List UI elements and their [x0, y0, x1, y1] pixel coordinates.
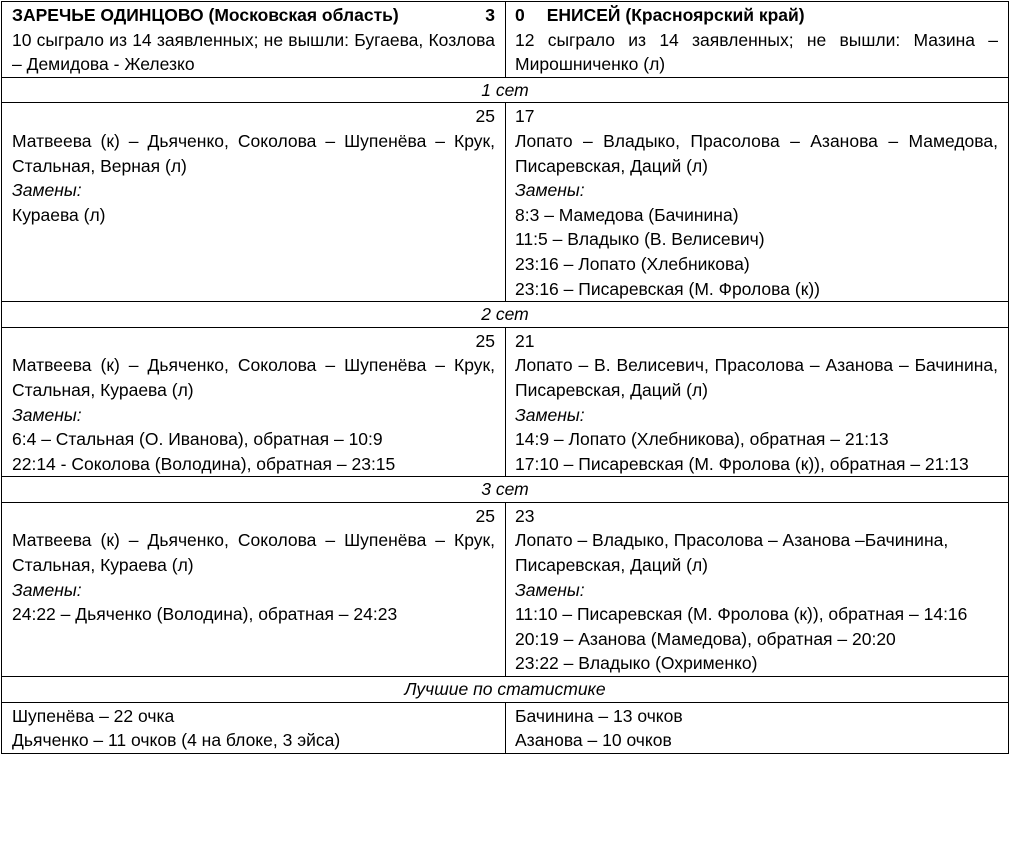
best-right-item: Бачинина – 13 очков [515, 705, 683, 726]
set-2-right-points: 21 [515, 330, 535, 351]
set-2-left-sub: 22:14 - Соколова (Володина), обратная – 23:15 [12, 453, 396, 474]
set-2-left-lineup: Матвеева (к) – Дьяченко, Соколова – Шупенёва – Крук, Стальная, Кураева (л) [12, 355, 495, 400]
left-team-score: 3 [485, 5, 495, 25]
best-title: Лучшие по статистике [2, 677, 1009, 703]
left-team-name: ЗАРЕЧЬЕ ОДИНЦОВО (Московская область) [12, 5, 399, 25]
set-1-right-sub: 8:3 – Мамедова (Бачинина) [515, 204, 739, 225]
set-3-left-points: 25 [475, 505, 495, 526]
set-2-right [506, 327, 1009, 477]
right-team-score: 0 [515, 5, 525, 25]
best-left-item: Дьяченко – 11 очков (4 на блоке, 3 эйса) [12, 730, 341, 751]
set-2-right-subs-label: Замены: [515, 404, 585, 425]
best-right-item: Азанова – 10 очков [515, 730, 672, 751]
set-2-right-sub: 17:10 – Писаревская (М. Фролова (к)), обратная – 21:13 [515, 453, 969, 474]
best-title-row [2, 677, 1009, 703]
right-team-header [506, 2, 1009, 78]
set-3-title-row [2, 477, 1009, 503]
set-1-left-lineup: Матвеева (к) – Дьяченко, Соколова – Шупенёва – Крук, Стальная, Верная (л) [12, 130, 495, 176]
best-right [506, 702, 1009, 753]
set-2-row [2, 327, 1009, 477]
set-1-left-points: 25 [475, 106, 495, 127]
best-row [2, 702, 1009, 753]
set-2-right-sub: 14:9 – Лопато (Хлебникова), обратная – 21:13 [515, 429, 889, 450]
set-2-left-points: 25 [475, 330, 495, 351]
best-left [2, 702, 506, 753]
left-team-header [2, 2, 506, 78]
set-1-right-sub: 11:5 – Владыко (В. Велисевич) [515, 229, 765, 250]
right-team-info: 12 сыграло из 14 заявленных; не вышли: Мазина – Мирошниченко (л) [515, 29, 998, 75]
set-1-title: 1 сет [2, 77, 1009, 103]
set-3-left-subs-label: Замены: [12, 579, 82, 600]
set-3-left-lineup: Матвеева (к) – Дьяченко, Соколова – Шупенёва – Крук, Стальная, Кураева (л) [12, 530, 495, 576]
set-1-right-points: 17 [515, 106, 535, 127]
set-3-right-sub: 20:19 – Азанова (Мамедова), обратная – 20:20 [515, 628, 896, 649]
right-team-name: ЕНИСЕЙ (Красноярский край) [546, 5, 805, 25]
set-3-right [506, 502, 1009, 676]
header-row [2, 2, 1009, 78]
set-3-right-points: 23 [515, 505, 535, 526]
set-1-right [506, 103, 1009, 302]
set-1-left-sub: Кураева (л) [12, 204, 106, 225]
set-1-row [2, 103, 1009, 302]
set-1-left [2, 103, 506, 302]
set-1-right-subs-label: Замены: [515, 180, 585, 201]
set-3-right-subs-label: Замены: [515, 579, 585, 600]
set-2-left-sub: 6:4 – Стальная (О. Иванова), обратная – 10:9 [12, 429, 383, 450]
best-left-item: Шупенёва – 22 очка [12, 705, 175, 726]
set-3-left [2, 502, 506, 676]
left-team-info: 10 сыграло из 14 заявленных; не вышли: Бугаева, Козлова – Демидова - Железко [12, 29, 495, 75]
set-2-right-lineup: Лопато – В. Велисевич, Прасолова – Азанова – Бачинина, Писаревская, Даций (л) [515, 355, 998, 400]
set-3-row [2, 502, 1009, 676]
set-3-title: 3 сет [2, 477, 1009, 503]
set-1-right-sub: 23:16 – Лопато (Хлебникова) [515, 253, 750, 274]
set-2-left [2, 327, 506, 477]
right-team-line [515, 3, 998, 28]
left-team-line [12, 3, 495, 28]
set-1-right-lineup: Лопато – Владыко, Прасолова – Азанова – Мамедова, Писаревская, Даций (л) [515, 130, 998, 176]
set-3-left-sub: 24:22 – Дьяченко (Володина), обратная – 24:23 [12, 604, 398, 625]
match-report-table [1, 1, 1009, 754]
set-2-title-row [2, 302, 1009, 328]
set-3-right-sub: 11:10 – Писаревская (М. Фролова (к)), обратная – 14:16 [515, 604, 968, 625]
set-3-right-lineup: Лопато – Владыко, Прасолова – Азанова –Бачинина, Писаревская, Даций (л) [515, 530, 949, 576]
set-1-left-subs-label: Замены: [12, 180, 82, 201]
set-2-title: 2 сет [2, 302, 1009, 328]
set-3-right-sub: 23:22 – Владыко (Охрименко) [515, 653, 758, 674]
set-1-title-row [2, 77, 1009, 103]
set-2-left-subs-label: Замены: [12, 404, 82, 425]
set-1-right-sub: 23:16 – Писаревская (М. Фролова (к)) [515, 278, 821, 299]
